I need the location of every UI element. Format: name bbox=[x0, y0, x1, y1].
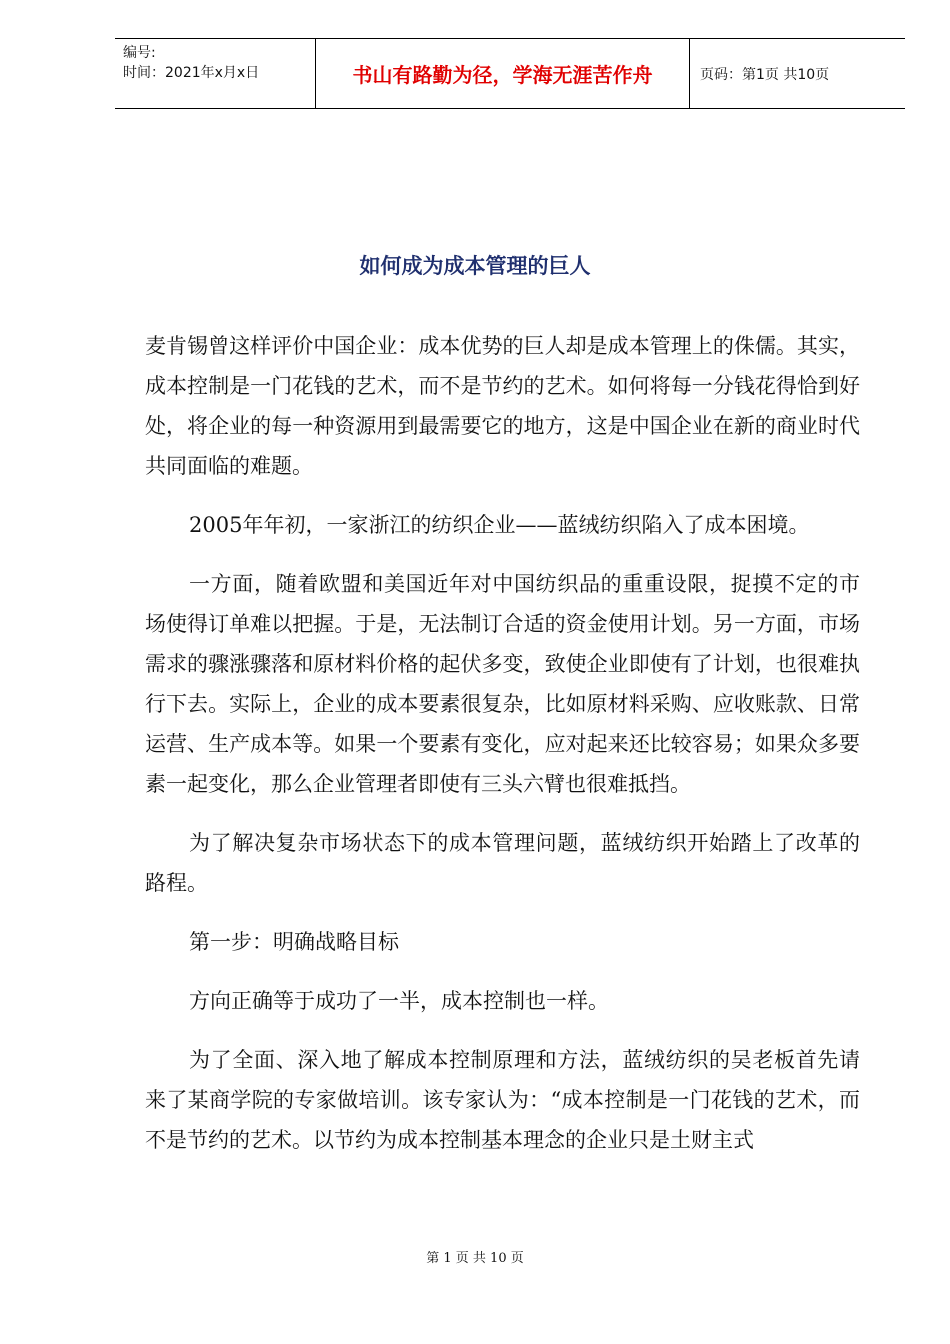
paragraph: 一方面，随着欧盟和美国近年对中国纺织品的重重设限，捉摸不定的市场使得订单难以把握。于是，无法制订合适的资金使用计划。另一方面，市场需求的骤涨骤落和原材料价格的起伏多变，致使企业即使有了计划，也很难执行下去。实际上，企业的成本要素很复杂，比如原材料采购、应收账款、日常运营、生产成本等。如果一个要素有变化，应对起来还比较容易；如果众多要素一起变化，那么企业管理者即使有三头六臂也很难抵挡。 bbox=[145, 572, 860, 796]
paragraph: 为了解决复杂市场状态下的成本管理问题，蓝绒纺织开始踏上了改革的路程。 bbox=[145, 831, 860, 895]
header-page-code: 页码：第1页 共10页 bbox=[700, 66, 830, 83]
header-motto: 书山有路勤为径，学海无涯苦作舟 bbox=[316, 39, 690, 108]
page-header bbox=[115, 38, 905, 109]
paragraph: 麦肯锡曾这样评价中国企业：成本优势的巨人却是成本管理上的侏儒。其实，成本控制是一门花钱的艺术，而不是节约的艺术。如何将每一分钱花得恰到好处，将企业的每一种资源用到最需要它的地方，这是中国企业在新的商业时代共同面临的难题。 bbox=[145, 334, 860, 478]
paragraph: 方向正确等于成功了一半，成本控制也一样。 bbox=[189, 989, 609, 1013]
document-title: 如何成为成本管理的巨人 bbox=[359, 254, 591, 278]
paragraph: 为了全面、深入地了解成本控制原理和方法，蓝绒纺织的吴老板首先请来了某商学院的专家做培训。该专家认为：“成本控制是一门花钱的艺术，而不是节约的艺术。以节约为成本控制基本理念的企业只是土财主式 bbox=[145, 1048, 860, 1152]
section-heading: 第一步：明确战略目标 bbox=[189, 930, 399, 954]
document-number-label: 编号: bbox=[123, 45, 156, 61]
page-footer: 第 1 页 共 10 页 bbox=[426, 1251, 524, 1266]
document-time-label: 时间：2021年x月x日 bbox=[123, 65, 260, 81]
document-body bbox=[145, 326, 860, 1179]
header-info-cell bbox=[115, 39, 316, 108]
paragraph: 2005年年初，一家浙江的纺织企业——蓝绒纺织陷入了成本困境。 bbox=[189, 513, 810, 537]
